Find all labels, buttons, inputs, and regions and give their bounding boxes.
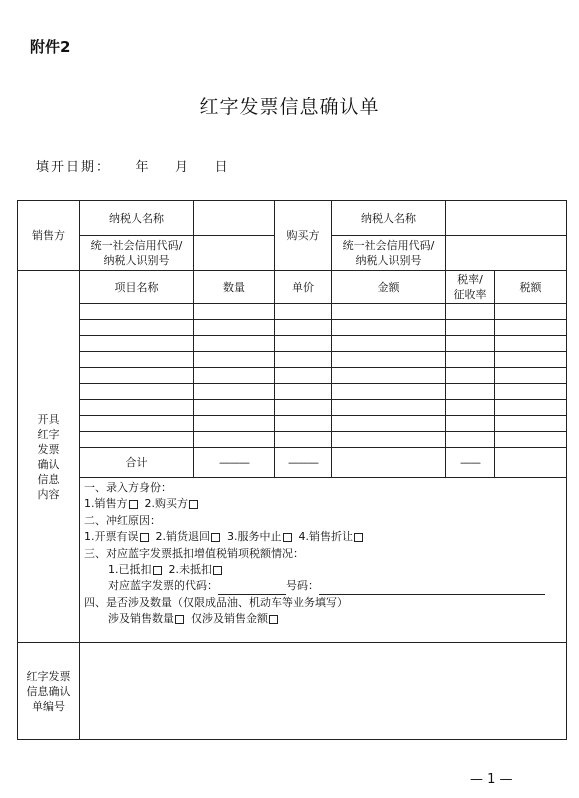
credit-code-line1: 统一社会信用代码/ [90, 239, 183, 252]
table-row [18, 432, 567, 448]
buyer-label: 购买方 [275, 201, 332, 271]
confirmation-notes [80, 478, 567, 643]
serial-number-label: 红字发票 信息确认 单编号 [18, 643, 80, 740]
total-price-dash: ——— [275, 448, 332, 478]
seller-credit-code-field[interactable] [194, 236, 275, 271]
option-discount: 4.销售折让 [298, 530, 353, 544]
table-row [18, 368, 567, 384]
seller-taxpayer-name-label: 纳税人名称 [80, 201, 194, 236]
checkbox-buyer[interactable] [189, 500, 198, 509]
checkbox-amount-only[interactable] [269, 615, 278, 624]
option-seller: 1.销售方 [84, 497, 128, 511]
section-label-line: 确认 [37, 457, 60, 471]
section-label-line: 发票 [37, 442, 60, 456]
question-3: 三、对应蓝字发票抵扣增值税销项税额情况： [84, 546, 304, 560]
checkbox-goods-return[interactable] [211, 533, 220, 542]
table-row [18, 320, 567, 336]
section-label-line: 红字 [37, 427, 60, 441]
total-amount-field[interactable] [332, 448, 446, 478]
checkbox-seller[interactable] [129, 500, 138, 509]
seller-credit-code-label [80, 236, 194, 271]
option-deducted: 1.已抵扣 [108, 563, 152, 577]
table-row [18, 304, 567, 320]
credit-code-line1: 统一社会信用代码/ [342, 239, 435, 252]
blue-invoice-number-label: 号码： [286, 579, 319, 593]
buyer-credit-code-label [332, 236, 446, 271]
serial-number-field[interactable] [80, 643, 567, 740]
option-service-stop: 3.服务中止 [227, 530, 282, 544]
section-label-line: 内容 [37, 487, 60, 501]
table-row [18, 384, 567, 400]
seller-taxpayer-name-field[interactable] [194, 201, 275, 236]
buyer-taxpayer-name-field[interactable] [446, 201, 567, 236]
col-header-amount: 金额 [332, 271, 446, 304]
question-1: 一、录入方身份： [84, 481, 172, 494]
total-label: 合计 [80, 448, 194, 478]
checkbox-not-deducted[interactable] [213, 566, 222, 575]
checkbox-service-stop[interactable] [283, 533, 292, 542]
option-buyer: 2.购买方 [144, 497, 188, 511]
checkbox-discount[interactable] [354, 533, 363, 542]
red-invoice-form [17, 200, 567, 740]
buyer-taxpayer-name-label: 纳税人名称 [332, 201, 446, 236]
credit-code-line2: 纳税人识别号 [355, 254, 422, 267]
table-row [18, 400, 567, 416]
blue-invoice-code-label: 对应蓝字发票的代码： [108, 579, 218, 593]
option-goods-return: 2.销货退回 [155, 530, 210, 544]
blue-invoice-number-field[interactable] [319, 582, 545, 595]
total-quantity-dash: ——— [194, 448, 275, 478]
blue-invoice-code-field[interactable] [218, 582, 286, 595]
checkbox-invoice-error[interactable] [140, 533, 149, 542]
col-header-quantity: 数量 [194, 271, 275, 304]
fill-date-line: 填开日期： 年 月 日 [36, 160, 230, 175]
question-4: 四、是否涉及数量（仅限成品油、机动车等业务填写） [84, 595, 348, 609]
checkbox-deducted[interactable] [153, 566, 162, 575]
credit-code-line2: 纳税人识别号 [103, 254, 170, 267]
checkbox-quantity[interactable] [175, 615, 184, 624]
table-row [18, 416, 567, 432]
section-label [18, 271, 80, 643]
col-header-price: 单价 [275, 271, 332, 304]
question-2: 二、冲红原因： [84, 513, 161, 527]
total-row [18, 448, 567, 478]
option-amount-only: 仅涉及销售金额 [191, 612, 268, 626]
seller-label: 销售方 [18, 201, 80, 271]
option-quantity: 涉及销售数量 [108, 612, 174, 626]
total-rate-dash: —— [446, 448, 495, 478]
table-row [18, 352, 567, 368]
option-invoice-error: 1.开票有误 [84, 530, 139, 544]
buyer-credit-code-field[interactable] [446, 236, 567, 271]
section-label-line: 信息 [37, 472, 60, 486]
section-label-line: 开具 [37, 412, 60, 426]
page-number: — 1 — [470, 772, 513, 787]
option-not-deducted: 2.未抵扣 [168, 563, 212, 577]
total-tax-field[interactable] [495, 448, 567, 478]
col-header-tax: 税额 [495, 271, 567, 304]
col-header-tax-rate: 税率/ 征收率 [446, 271, 495, 304]
col-header-item: 项目名称 [80, 271, 194, 304]
table-row [18, 336, 567, 352]
page-title: 红字发票信息确认单 [199, 96, 380, 118]
attachment-label: 附件2 [30, 38, 71, 56]
